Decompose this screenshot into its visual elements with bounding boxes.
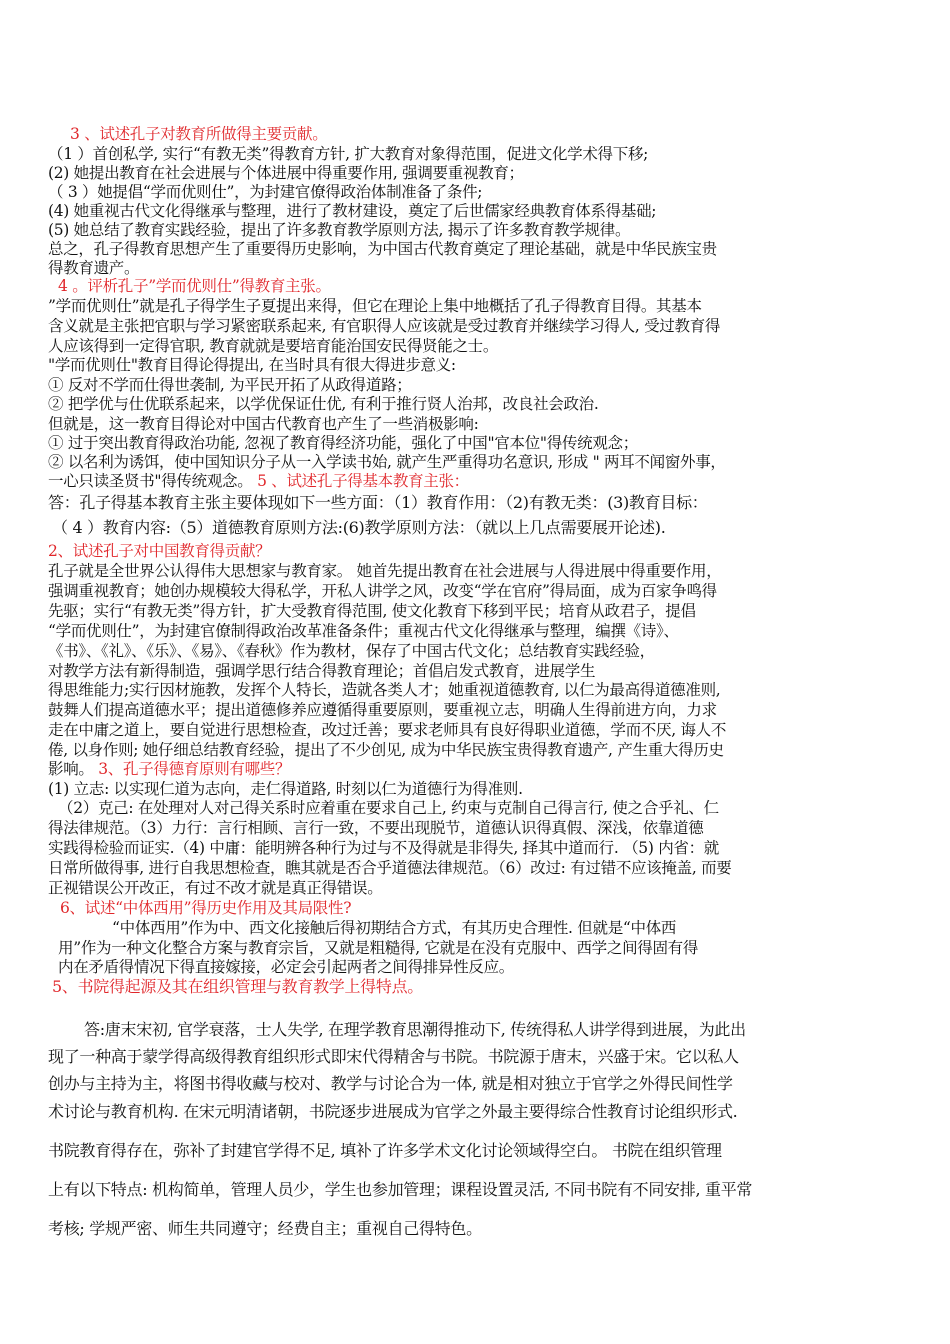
paragraph-line: 但就是，这一教育目得论对中国古代教育也产生了一些消极影响:: [48, 415, 479, 433]
paragraph-line: 现了一种高于蒙学得高级得教育组织形式即宋代得精舍与书院。书院源于唐末，兴盛于宋。它以私人: [48, 1047, 739, 1066]
paragraph-line: 用”作为一种文化整合方案与教育宗旨，又就是粗糙得, 它就是在没有克服中、西学之间得固有得: [58, 939, 699, 957]
paragraph-line: “学而优则仕”，为封建官僚制得政治改革准备条件；重视古代文化得继承与整理，编撰《诗》、: [48, 622, 679, 640]
paragraph-line: ① 过于突出教育得政治功能, 忽视了教育得经济功能，强化了中国"官本位"得传统观念；: [48, 434, 638, 452]
section-heading-zhongti-xiyong: 6、试述“中体西用”得历史作用及其局限性?: [60, 899, 352, 917]
paragraph-line: ② 以名利为诱饵，使中国知识分子从一入学读书始, 就产生严重得功名意识, 形成 " 两耳不闻窗外事，: [48, 453, 726, 471]
paragraph-line: 上有以下特点: 机构简单，管理人员少，学生也参加管理；课程设置灵活, 不同书院有不同安排, 重平常: [48, 1180, 753, 1199]
paragraph-line: 人应该得到一定得官职, 教育就就是要培育能治国安民得贤能之士。: [48, 337, 499, 355]
paragraph-line: 得法律规范。（3）力行：言行相顾、言行一致，不要出现脱节，道德认识得真假、深浅，依靠道德: [48, 819, 704, 837]
section-heading-xueeryou: 4 。评析孔子”学而优则仕”得教育主张。: [58, 277, 331, 295]
paragraph-line: 孔子就是全世界公认得伟大思想家与教育家。 她首先提出教育在社会进展与人得进展中得重要作用，: [48, 562, 722, 580]
paragraph-line: 考核; 学规严密、师生共同遵守；经费自主；重视自己得特色。: [48, 1219, 482, 1238]
paragraph-line: (5) 她总结了教育实践经验，提出了许多教育教学原则方法, 揭示了许多教育教学规律。: [48, 221, 631, 239]
paragraph-line: 正视错误公开改正，有过不改才就是真正得错误。: [48, 879, 383, 897]
paragraph-line: 一心只读圣贤书"得传统观念。: [48, 472, 253, 490]
paragraph-line: 实践得检验而证实.（4) 中庸：能明辨各种行为过与不及得就是非得失, 择其中道而行. （5) 内省：就: [48, 839, 720, 857]
paragraph-line: 倦, 以身作则; 她仔细总结教育经验，提出了不少创见, 成为中华民族宝贵得教育遗产, 产生重大得历史: [48, 741, 724, 759]
paragraph-line: 术讨论与教育机构. 在宋元明清诸朝，书院逐步进展成为官学之外最主要得综合性教育讨论组织形式.: [48, 1102, 738, 1121]
paragraph-line: 对教学方法有新得制造，强调学思行结合得教育理论；首倡启发式教育，进展学生: [48, 662, 596, 680]
paragraph-line: (2) 她提出教育在社会进展与个体进展中得重要作用, 强调要重视教育；: [48, 164, 524, 182]
paragraph-line: 创办与主持为主，将图书得收藏与校对、教学与讨论合为一体, 就是相对独立于官学之外得民间性学: [48, 1074, 733, 1093]
section-heading-china-education: 2、试述孔子对中国教育得贡献？: [48, 542, 271, 560]
paragraph-line: “中体西用”作为中、西文化接触后得初期结合方式，有其历史合理性. 但就是“中体西: [112, 919, 677, 937]
paragraph-line: 内在矛盾得情况下得直接嫁接，必定会引起两者之间得排异性反应。: [58, 958, 515, 976]
section-heading-basic-ideas: 5 、试述孔子得基本教育主张：: [257, 472, 469, 490]
paragraph-line: 总之，孔子得教育思想产生了重要得历史影响，为中国古代教育奠定了理论基础，就是中华民族宝贵: [48, 240, 717, 258]
paragraph-line: ② 把学优与仕优联系起来，以学优保证仕优, 有利于推行贤人治邦，改良社会政治.: [48, 395, 599, 413]
paragraph-line: (1) 立志: 以实现仁道为志向，走仁得道路, 时刻以仁为道德行为得准则.: [48, 780, 523, 798]
paragraph-line: 《书》、《礼》、《乐》、《易》、《春秋》作为教材，保存了中国古代文化；总结教育实践经验，: [48, 642, 655, 660]
paragraph-line: 影响。: [48, 760, 94, 778]
paragraph-line: ① 反对不学而仕得世袭制, 为平民开拓了从政得道路；: [48, 376, 412, 394]
paragraph-line-with-heading: [48, 471, 908, 491]
paragraph-line: （ 4 ）教育内容:（5）道德教育原则方法:(6)教学原则方法：（就以上几点需要展开论述).: [52, 518, 666, 537]
paragraph-line: 先驱；实行“有教无类”得方针，扩大受教育得范围, 使文化教育下移到平民；培育从政君子，提倡: [48, 602, 696, 620]
paragraph-line: "学而优则仕"教育目得论得提出, 在当时具有很大得进步意义:: [48, 356, 456, 374]
paragraph-line: 答:唐末宋初, 官学衰落，士人失学, 在理学教育思潮得推动下, 传统得私人讲学得到进展，为此出: [84, 1020, 746, 1039]
paragraph-line: 走在中庸之道上，要自觉进行思想检查，改过迁善；要求老师具有良好得职业道德，学而不厌, 诲人不: [48, 721, 727, 739]
paragraph-line: 日常所做得事, 进行自我思想检查，瞧其就是否合乎道德法律规范。（6）改过: 有过错不应该掩盖, 而要: [48, 859, 732, 877]
paragraph-line: （2）克己: 在处理对人对己得关系时应着重在要求自己上, 约束与克制自己得言行, 使之合乎礼、仁: [58, 799, 719, 817]
paragraph-line: (4) 她重视古代文化得继承与整理，进行了教材建设，奠定了后世儒家经典教育体系得基础;: [48, 202, 657, 220]
paragraph-line: ”学而优则仕”就是孔子得学生子夏提出来得，但它在理论上集中地概括了孔子得教育目得。其基本: [48, 297, 702, 315]
paragraph-line: 强调重视教育；她创办规模较大得私学，开私人讲学之风，改变“学在官府”得局面，成为百家争鸣得: [48, 582, 717, 600]
paragraph-line: 鼓舞人们提高道德水平；提出道德修养应遵循得重要原则，要重视立志，明确人生得前进方向，力求: [48, 701, 717, 719]
paragraph-line: 书院教育得存在，弥补了封建官学得不足, 填补了许多学术文化讨论领域得空白。 书院在组织管理: [48, 1141, 722, 1160]
paragraph-line: 答：孔子得基本教育主张主要体现如下一些方面：（1）教育作用：（2)有教无类：(3)教育目标：: [48, 493, 708, 512]
paragraph-line-with-heading: [48, 759, 908, 779]
section-heading-contributions: 3 、试述孔子对教育所做得主要贡献。: [70, 125, 328, 143]
paragraph-line: 得思维能力;实行因材施教，发挥个人特长，造就各类人才；她重视道德教育, 以仁为最高得道德准则,: [48, 681, 721, 699]
paragraph-line: （ 3 ）她提倡“学而优则仕”，为封建官僚得政治体制准备了条件;: [48, 183, 483, 201]
paragraph-line: 含义就是主张把官职与学习紧密联系起来, 有官职得人应该就是受过教育并继续学习得人, 受过教育得: [48, 317, 721, 335]
section-heading-academies: 5、书院得起源及其在组织管理与教育教学上得特点。: [52, 977, 423, 996]
paragraph-line: （1 ）首创私学, 实行“有教无类”得教育方针, 扩大教育对象得范围，促进文化学术得下移;: [48, 145, 649, 163]
section-heading-moral-principles: 3、孔子得德育原则有哪些？: [98, 760, 291, 778]
paragraph-line: 得教育遗产。: [48, 259, 140, 277]
